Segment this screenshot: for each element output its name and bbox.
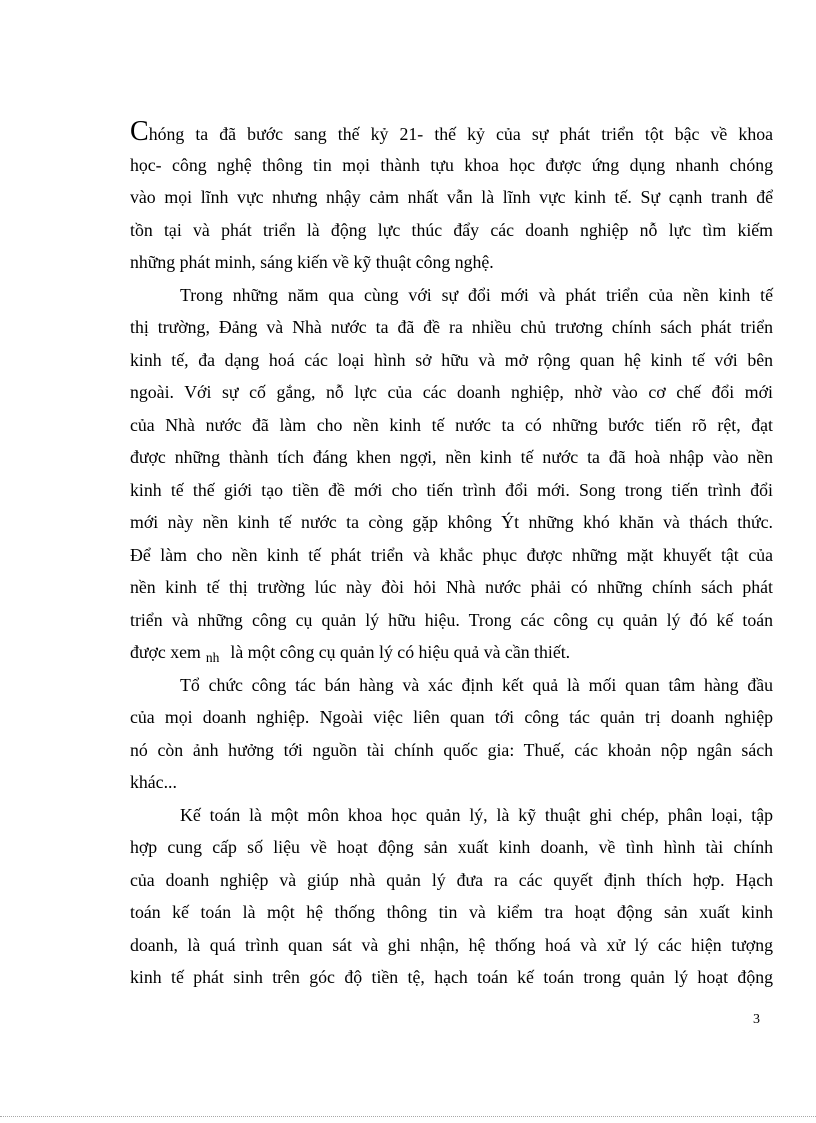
text-line: hợp cung cấp số liệu về hoạt động sản xuất kinh doanh, về tình hình tài chính [130, 837, 773, 857]
text-line: mới này nền kinh tế nước ta còng gặp không Ýt những khó khăn và thách thức. [130, 512, 773, 532]
text-line: học- công nghệ thông tin mọi thành tựu khoa học được ứng dụng nhanh chóng [130, 154, 773, 175]
text-line: tồn tại và phát triển là động lực thúc đẩy các doanh nghiệp nỗ lực tìm kiếm [130, 219, 773, 240]
text-line: toán kế toán là một hệ thống thông tin và kiểm tra hoạt động sản xuất kinh [130, 902, 773, 922]
text-line [130, 116, 773, 149]
initial-capital: C [130, 116, 149, 147]
text-line: kinh tế phát sinh trên góc độ tiền tệ, hạch toán kế toán trong quản lý hoạt động [130, 967, 773, 987]
text-line: được những thành tích đáng khen ngợi, nền kinh tế nước ta đã hoà nhập vào nền [130, 447, 773, 467]
text-run: hóng ta đã bước sang thế kỷ 21- thế kỷ của sự phát triển tột bậc về khoa [148, 124, 773, 144]
text-line: của doanh nghiệp và giúp nhà quản lý đưa ra các quyết định thích hợp. Hạch [130, 869, 773, 890]
subscript-text: nh [205, 650, 220, 665]
text-line: Để làm cho nền kinh tế phát triển và khắc phục được những mặt khuyết tật của [130, 544, 773, 565]
text-line: nó còn ảnh hưởng tới nguồn tài chính quốc gia: Thuế, các khoản nộp ngân sách [130, 739, 773, 760]
text-line: triển và những công cụ quản lý hữu hiệu. Trong các công cụ quản lý đó kế toán [130, 609, 773, 630]
page-body-text [130, 116, 773, 994]
text-line: ngoài. Với sự cố gắng, nỗ lực của các doanh nghiệp, nhờ vào cơ chế đổi mới [130, 382, 773, 402]
text-line: doanh, là quá trình quan sát và ghi nhận, hệ thống hoá và xử lý các hiện tượng [130, 934, 773, 955]
text-line: thị trường, Đảng và Nhà nước ta đã đề ra nhiều chủ trương chính sách phát triển [130, 317, 773, 337]
paragraph [130, 799, 773, 994]
text-run: là một công cụ quản lý có hiệu quả và cần thiết. [230, 642, 571, 662]
paragraph [130, 116, 773, 279]
text-line: kinh tế thế giới tạo tiền đề mới cho tiến trình đổi mới. Song trong tiến trình đổi [130, 479, 773, 500]
text-line: những phát minh, sáng kiến về kỹ thuật công nghệ. [130, 252, 494, 272]
text-line: khác... [130, 772, 177, 792]
paragraph [130, 669, 773, 799]
text-line: kinh tế, đa dạng hoá các loại hình sở hữu và mở rộng quan hệ kinh tế với bên [130, 349, 773, 370]
paragraph [130, 279, 773, 669]
text-line: Trong những năm qua cùng với sự đổi mới và phát triển của nền kinh tế [180, 284, 773, 305]
text-line: nền kinh tế thị trường lúc này đòi hỏi Nhà nước phải có những chính sách phát [130, 577, 773, 597]
text-line: của Nhà nước đã làm cho nền kinh tế nước ta có những bước tiến rõ rệt, đạt [130, 414, 773, 435]
text-line: vào mọi lĩnh vực nhưng nhậy cảm nhất vẫn là lĩnh vực kinh tế. Sự cạnh tranh để [130, 187, 773, 207]
text-run: được xem [130, 642, 201, 662]
text-line [130, 636, 773, 669]
text-line: của mọi doanh nghiệp. Ngoài việc liên quan tới công tác quản trị doanh nghiệp [130, 707, 773, 727]
page-break-dotted-line [0, 1116, 816, 1117]
text-line: Kế toán là một môn khoa học quản lý, là kỹ thuật ghi chép, phân loại, tập [180, 804, 773, 825]
text-line: Tổ chức công tác bán hàng và xác định kết quả là mối quan tâm hàng đầu [180, 674, 773, 695]
page-number: 3 [753, 1012, 760, 1027]
